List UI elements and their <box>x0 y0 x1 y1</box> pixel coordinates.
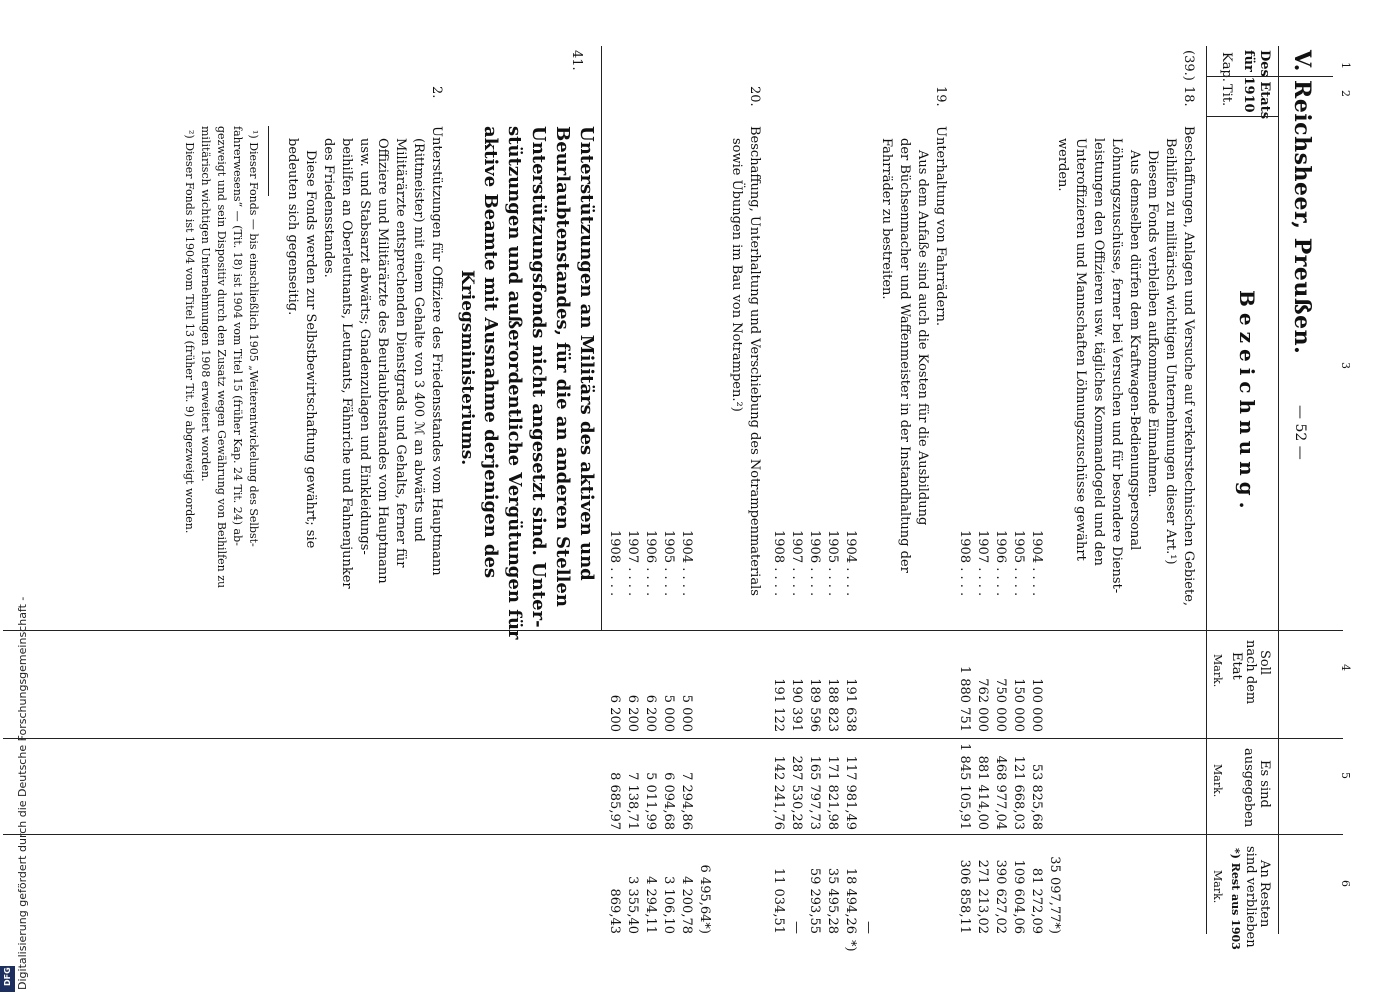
ausgegeben-unit: Mark. <box>1211 764 1224 798</box>
titel-2-line-5: usw. und Stabsarzt abwärts; Gnadenzulagen und Einkleidungs- <box>357 138 372 555</box>
footnote-line-2: fahrerwesens“ — (Tit. 18) ist 1904 vom Titel 15 (früher Kap. 24 Tit. 24) ab- <box>231 126 244 546</box>
titel-2-line-6: beihilfen an Oberleutnants, Leutnants, Fähnriche und Fahnenjunker <box>339 138 354 589</box>
dfg-logo-text: DFG <box>3 967 12 986</box>
footnote-line-5: ²) Dieser Fonds ist 1904 vom Titel 13 (früher Tit. 9) abgezweigt worden. <box>183 130 196 534</box>
kapitel-41-heading-3: Unterstützungsfonds nicht angesetzt sind. Unter- <box>528 126 549 628</box>
t18-reste-1905: 81 272,09 <box>1029 867 1044 934</box>
t19-soll-1908: 191 122 <box>771 678 786 732</box>
t19-ausgegeben-1906: 165 797,73 <box>807 755 822 830</box>
titel-2-line-4: Offiziere und Militärärzte des Beurlaubtenstandes vom Hauptmann <box>375 138 390 584</box>
col-rule-reste <box>3 834 1343 835</box>
column-number-2: 2 <box>1339 90 1352 97</box>
kapitel-41-number: 41. <box>569 50 584 71</box>
t20-year-1907: 1907 . . . . <box>625 530 640 597</box>
titel-2-line-8: Diese Fonds werden zur Selbstbewirtschaftung gewährt; sie <box>303 150 318 549</box>
kap-label: Kap. <box>1219 52 1234 82</box>
t18-ausgegeben-1904: 53 825,68 <box>1029 763 1044 830</box>
titel-19-line-4: Fahrräder zu bestreiten. <box>879 138 894 300</box>
titel-18-line-7: Unteroffizieren und Mannschaften Löhnungszuschüsse gewährt <box>1073 138 1088 561</box>
titel-20-line-1: Beschaffung, Unterhaltung und Verschiebung des Notrampenmaterials <box>747 126 762 596</box>
t20-soll-1904: 5 000 <box>679 694 694 732</box>
t20-reste-1905: 4 200,78 <box>679 876 694 934</box>
titel-2-line-9: bedeuten sich gegenseitig. <box>285 138 300 316</box>
soll-label-3: Etat <box>1229 652 1244 680</box>
reste-label-1: An Resten <box>1257 860 1272 928</box>
titel-19-line-1: Unterhaltung von Fahrrädern. <box>933 126 948 327</box>
t18-year-1905: 1905 . . . . <box>1011 530 1026 597</box>
t18-reste-1906: 109 604,06 <box>1011 859 1026 934</box>
t18-ausgegeben-1905: 121 668,03 <box>1011 755 1026 830</box>
t19-reste-1906: 35 495,28 <box>825 867 840 934</box>
reste-unit: Mark. <box>1211 870 1224 904</box>
kapitel-39: (39.) <box>1181 50 1196 81</box>
titel-18-line-4: Aus demselben dürfen dem Kraftwagen-Bedienungspersonal <box>1127 150 1142 551</box>
reste-label-3: *) Rest aus 1903 <box>1229 848 1242 950</box>
t19-ausgegeben-1905: 171 821,98 <box>825 755 840 830</box>
t18-reste-1908: 271 213,02 <box>975 859 990 934</box>
footnote-line-1: ¹) Dieser Fonds — bis einschließlich 1905 „Weiterentwickelung des Selbst- <box>247 130 260 547</box>
page-number: — 52 — <box>1292 405 1308 460</box>
t18-soll-1908: 1 880 751 <box>957 665 972 732</box>
des-etats-label: Des Etats <box>1257 50 1272 120</box>
soll-unit: Mark. <box>1211 654 1224 688</box>
t18-soll-1904: 100 000 <box>1029 678 1044 732</box>
kapitel-41-heading-6: Kriegsministeriums. <box>457 270 477 466</box>
t19-reste-1907: 59 293,55 <box>807 867 822 934</box>
t19-reste-1904: — <box>861 921 876 934</box>
t20-soll-1907: 6 200 <box>625 694 640 732</box>
t20-ausgegeben-1905: 6 094,68 <box>661 772 676 830</box>
titel-18-line-2: Beihilfen zu militärisch wichtigen Unternehmungen dieser Art.¹) <box>1163 138 1178 565</box>
t20-reste-1907: 4 294,11 <box>643 876 658 934</box>
footnote-line-3: gezweigt und sein Dispositiv durch den Zusatz wegen Gewährung von Beihilfen zu <box>215 126 228 589</box>
column-number-6: 6 <box>1339 880 1352 887</box>
titel-2-line-2: (Rittmeister) mit einem Gehalte von 3 400 ℳ an abwärts und <box>411 138 426 542</box>
col-rule-tit <box>1207 116 1279 117</box>
t19-soll-1904: 191 638 <box>843 678 858 732</box>
footnote-line-4: militärisch wichtigen Unternehmungen 1908 erweitert worden. <box>199 126 212 482</box>
kapitel-41-rule <box>601 46 602 630</box>
t18-soll-1907: 762 000 <box>975 678 990 732</box>
ausgegeben-label-2: ausgegeben <box>1241 748 1256 828</box>
t20-ausgegeben-1908: 8 685,97 <box>607 772 622 830</box>
t18-ausgegeben-1906: 468 977,04 <box>993 755 1008 830</box>
t18-ausgegeben-1907: 881 414,00 <box>975 755 990 830</box>
t20-reste-1908: 3 355,40 <box>625 876 640 934</box>
t20-ausgegeben-1906: 5 011,99 <box>643 772 658 830</box>
column-number-5: 5 <box>1339 772 1352 779</box>
t19-year-1905: 1905 . . . . <box>825 530 840 597</box>
col-rule-soll <box>3 630 1343 631</box>
titel-2-line-3: Militärärzte entsprechenden Dienstgrads und Gehalts, ferner für <box>393 138 408 568</box>
column-number-1: 1 <box>1339 62 1352 69</box>
kapitel-41-heading-1: Unterstützungen an Militärs des aktiven und <box>576 126 597 581</box>
t19-ausgegeben-1904: 117 981,49 <box>843 755 858 830</box>
titel-20-line-2: sowie Übungen im Bau von Notrampen.²) <box>729 138 744 412</box>
t19-ausgegeben-1907: 287 530,28 <box>789 755 804 830</box>
titel-18-line-1: Beschaffungen, Anlagen und Versuche auf verkehrstechnischen Gebiete, <box>1181 126 1196 607</box>
header-bottom-rule <box>1206 46 1207 934</box>
t20-year-1908: 1908 . . . . <box>607 530 622 597</box>
titel-19-number: 19. <box>933 86 948 107</box>
t19-year-1907: 1907 . . . . <box>789 530 804 597</box>
t18-soll-1905: 150 000 <box>1011 678 1026 732</box>
t19-soll-1906: 189 596 <box>807 678 822 732</box>
titel-19-line-3: der Büchsenmacher und Waffenmeister in der Instandhaltung der <box>897 138 912 573</box>
titel-18-line-3: Diesem Fonds verbleiben aufkommende Einnahmen. <box>1145 150 1160 498</box>
titel-18-number: 18. <box>1181 86 1196 107</box>
t20-soll-1905: 5 000 <box>661 694 676 732</box>
kapitel-41-heading-4: stützungen und außerordentliche Vergütungen für <box>504 126 525 640</box>
bezeichnung-label: Bezeichnung. <box>1235 290 1259 515</box>
t19-year-1908: 1908 . . . . <box>771 530 786 597</box>
footnote-rule <box>268 126 269 196</box>
digitization-credit-text: Digitalisierung gefördert durch die Deutsche Forschungsgemeinschaft - <box>16 596 29 990</box>
soll-label-2: nach dem <box>1243 640 1258 705</box>
t20-reste-1904: 6 495,64*) <box>697 864 712 934</box>
t19-soll-1905: 188 823 <box>825 678 840 732</box>
fuer-year-label: für 1910 <box>1241 50 1256 113</box>
t19-year-1906: 1906 . . . . <box>807 530 822 597</box>
col-rule-ausgegeben <box>3 738 1343 739</box>
t19-soll-1907: 190 391 <box>789 678 804 732</box>
t19-star-mark: *) <box>843 940 858 952</box>
titel-2-number: 2. <box>429 86 444 99</box>
t20-reste-1906: 3 106,10 <box>661 876 676 934</box>
titel-19-line-2: Aus dem Anfaße sind auch die Kosten für die Ausbildung <box>915 150 930 526</box>
col-rule-kap <box>1207 76 1333 77</box>
t20-ausgegeben-1904: 7 294,86 <box>679 772 694 830</box>
column-number-3: 3 <box>1339 362 1352 369</box>
t18-year-1904: 1904 . . . . <box>1029 530 1044 597</box>
tit-label: Tit. <box>1219 84 1234 107</box>
section-title: V. Reichsheer, Preußen. <box>1289 50 1315 355</box>
t20-reste-extra: 869,43 <box>607 888 622 934</box>
t20-soll-1906: 6 200 <box>643 694 658 732</box>
t20-ausgegeben-1907: 7 138,71 <box>625 772 640 830</box>
kapitel-41-heading-2: Beurlaubtenstandes, für die an anderen Stellen <box>552 126 573 607</box>
t18-year-1906: 1906 . . . . <box>993 530 1008 597</box>
t18-year-1907: 1907 . . . . <box>975 530 990 597</box>
titel-18-line-6: leistungen den Offizieren usw. tägliches Kommandogeld und den <box>1091 138 1106 566</box>
t20-year-1904: 1904 . . . . <box>679 530 694 597</box>
ausgegeben-label-1: Es sind <box>1257 760 1272 808</box>
t19-reste-1905: 18 494,26 <box>843 867 858 934</box>
kapitel-41-heading-5: aktive Beamte mit Ausnahme derjenigen des <box>480 126 501 579</box>
t18-reste-1907: 390 627,02 <box>993 859 1008 934</box>
t20-year-1905: 1905 . . . . <box>661 530 676 597</box>
t18-year-1908: 1908 . . . . <box>957 530 972 597</box>
header-top-rule <box>1278 46 1279 934</box>
t18-soll-1906: 750 000 <box>993 678 1008 732</box>
t19-reste-1908: — <box>789 921 804 934</box>
t19-ausgegeben-1908: 142 241,76 <box>771 755 786 830</box>
soll-label-1: Soll <box>1257 650 1272 676</box>
t18-reste-1904: 35 097,77*) <box>1047 856 1062 934</box>
t18-ausgegeben-1908: 1 845 105,91 <box>957 743 972 830</box>
t19-year-1904: 1904 . . . . <box>843 530 858 597</box>
t20-year-1906: 1906 . . . . <box>643 530 658 597</box>
titel-18-line-8: werden. <box>1055 138 1070 192</box>
titel-18-line-5: Löhnungszuschüsse, ferner bei Versuchen und für besondere Dienst- <box>1109 138 1124 594</box>
t20-soll-1908: 6 200 <box>607 694 622 732</box>
titel-2-line-1: Unterstützungen für Offiziere des Friedensstandes vom Hauptmann <box>429 126 444 576</box>
reste-label-2: sind verblieben <box>1243 846 1258 948</box>
column-number-4: 4 <box>1339 664 1352 671</box>
titel-2-line-7: des Friedensstandes. <box>321 138 336 278</box>
t18-reste-extra: 306 858,11 <box>957 859 972 934</box>
t19-reste-extra: 11 034,51 <box>771 867 786 934</box>
titel-20-number: 20. <box>747 86 762 107</box>
